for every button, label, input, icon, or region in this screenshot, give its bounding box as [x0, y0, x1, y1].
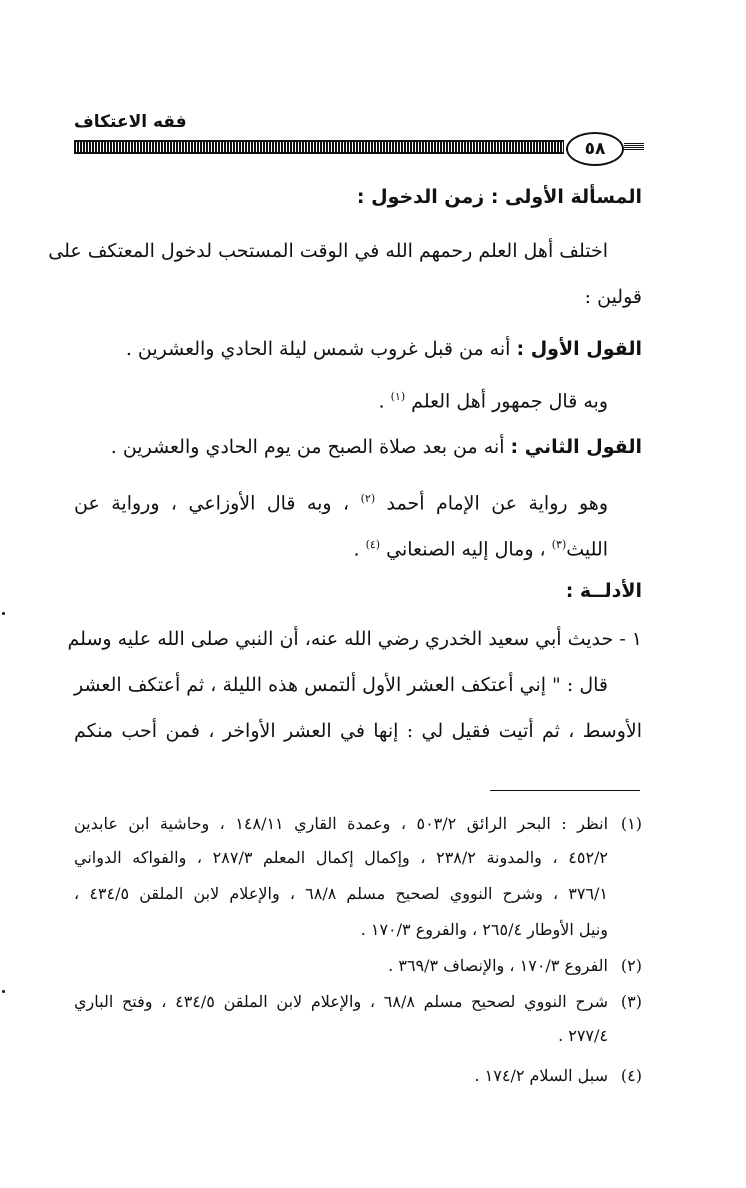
scan-speck	[2, 612, 5, 615]
intro-line-2: قولين :	[584, 286, 642, 308]
opinion-2-support-b: ، وبه قال الأوزاعي ، ورواية عن	[74, 492, 361, 515]
footnote-1-mark: (١)	[620, 814, 643, 833]
evidence-title: الأدلــة :	[565, 580, 642, 602]
opinion-2-support-a: وهو رواية عن الإمام أحمد	[386, 492, 608, 515]
footnote-3-text-1: شرح النووي لصحيح مسلم ٦٨/٨ ، والإعلام لابن الملقن ٤٣٤/٥ ، وفتح الباري	[74, 992, 608, 1011]
opinion-1	[126, 334, 642, 364]
evidence-1-line-1: ١ - حديث أبي سعيد الخدري رضي الله عنه، أن النبي صلى الله عليه وسلم	[67, 628, 642, 650]
opinion-2-text: أنه من بعد صلاة الصبح من يوم الحادي والعشرين .	[110, 436, 505, 458]
opinion-1-text: أنه من قبل غروب شمس ليلة الحادي والعشرين .	[125, 338, 511, 360]
footnote-4	[474, 1064, 642, 1088]
opinion-2-support-e: .	[353, 538, 366, 561]
intro-line-1: اختلف أهل العلم رحمهم الله في الوقت المستحب لدخول المعتكف على	[48, 240, 608, 262]
section-title: المسألة الأولى : زمن الدخول :	[356, 186, 642, 208]
opinion-1-support-end: .	[378, 390, 391, 413]
footnote-4-text: سبل السلام ١٧٤/٢ .	[474, 1066, 608, 1085]
footnote-ref-1: (١)	[390, 390, 406, 403]
footnote-2	[388, 954, 642, 978]
footnote-1-text-1: انظر : البحر الرائق ٥٠٣/٢ ، وعمدة القاري ١٤٨/١١ ، وحاشية ابن عابدين	[74, 814, 609, 833]
opinion-1-support	[379, 382, 608, 416]
footnote-ref-2: (٢)	[360, 492, 376, 505]
opinion-2-label: القول الثاني :	[510, 436, 642, 458]
evidence-1-line-2: قال : " إني أعتكف العشر الأول ألتمس هذه الليلة ، ثم أعتكف العشر	[74, 674, 608, 696]
footnote-ref-3: (٣)	[551, 538, 567, 551]
footnote-1-line-3: ٣٧٦/١ ، وشرح النووي لصحيح مسلم ٦٨/٨ ، والإعلام لابن الملقن ٤٣٤/٥ ،	[74, 884, 609, 903]
footnote-1-line-4: ونيل الأوطار ٢٦٥/٤ ، والفروع ١٧٠/٣ .	[360, 920, 608, 939]
footnote-3-mark: (٣)	[620, 992, 642, 1011]
footnote-separator	[490, 790, 640, 791]
opinion-2-support-d: ، ومال إليه الصنعاني	[386, 538, 552, 561]
header-rule	[74, 140, 564, 154]
footnote-4-mark: (٤)	[620, 1066, 642, 1085]
footnote-ref-4: (٤)	[365, 538, 381, 551]
opinion-2-support-line-1	[74, 484, 608, 518]
running-title: فقه الاعتكاف	[74, 112, 187, 132]
footnote-2-mark: (٢)	[620, 956, 642, 975]
opinion-2	[111, 432, 642, 462]
scan-speck	[2, 990, 5, 993]
opinion-2-support-c: الليث	[566, 538, 608, 561]
footnote-3-line-2: ٢٧٧/٤ .	[558, 1026, 608, 1045]
evidence-1-line-3: الأوسط ، ثم أتيت فقيل لي : إنها في العشر الأواخر ، فمن أحب منكم	[74, 720, 642, 742]
opinion-1-label: القول الأول :	[516, 338, 642, 360]
opinion-2-support-line-2	[353, 530, 608, 564]
page-number: ٥٨	[566, 132, 624, 166]
footnote-1-line-1	[74, 812, 642, 836]
opinion-1-support-text: وبه قال جمهور أهل العلم	[411, 390, 608, 413]
footnote-3-line-1	[74, 990, 642, 1014]
header-rule-end	[624, 142, 644, 150]
footnote-1-line-2: ٤٥٢/٢ ، والمدونة ٢٣٨/٢ ، وإكمال إكمال المعلم ٢٨٧/٣ ، والفواكه الدواني	[74, 848, 609, 867]
footnote-2-text: الفروع ١٧٠/٣ ، والإنصاف ٣٦٩/٣ .	[388, 956, 608, 975]
